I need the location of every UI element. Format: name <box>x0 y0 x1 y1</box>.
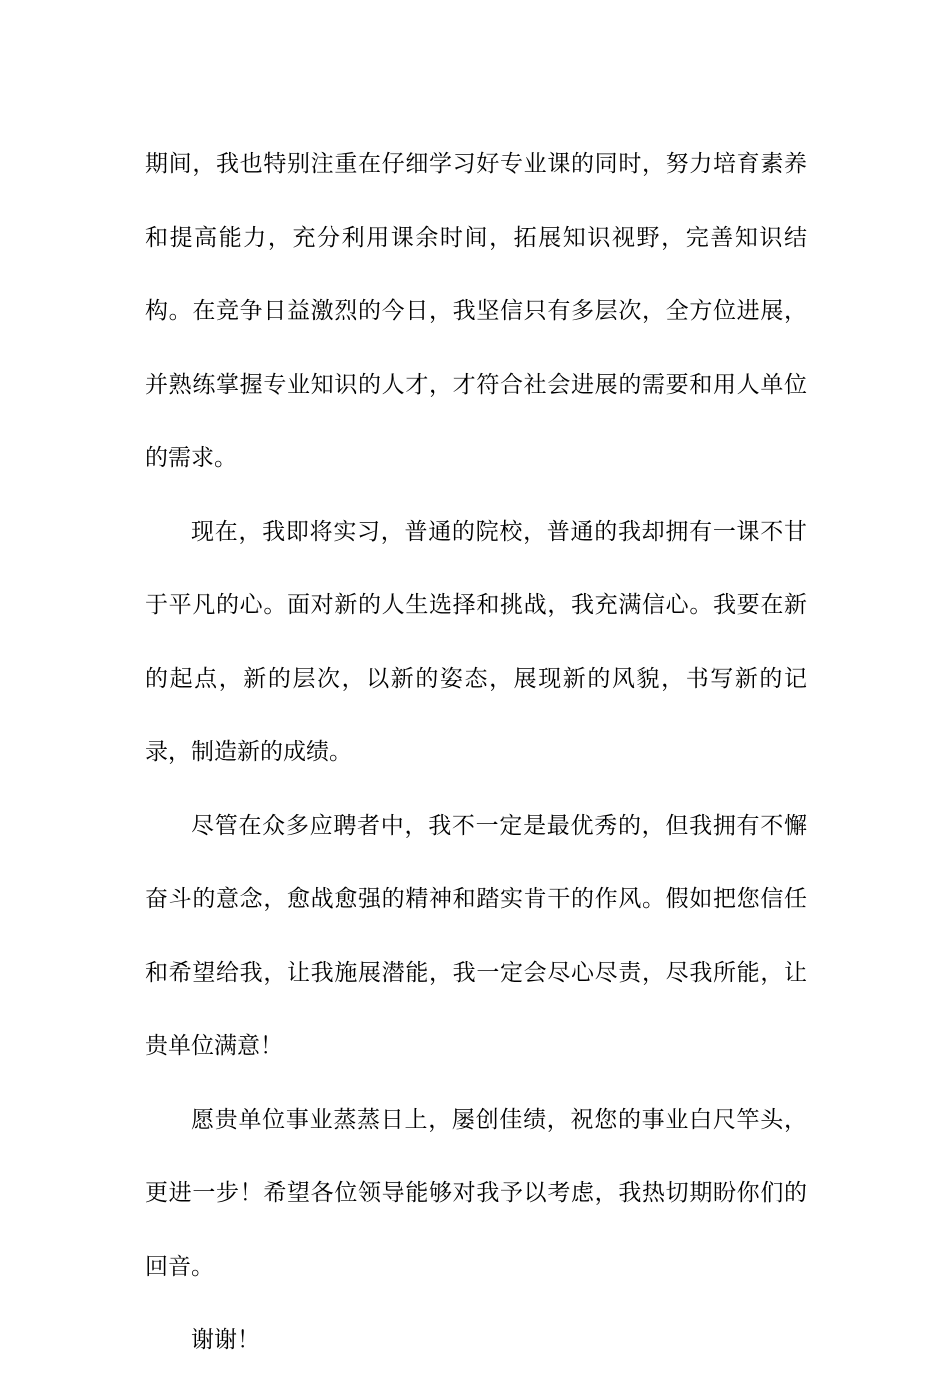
paragraph-commitment: 尽管在众多应聘者中，我不一定是最优秀的，但我拥有不懈奋斗的意念，愈战愈强的精神和踏实肯干的作风。假如把您信任和希望给我，让我施展潜能，我一定会尽心尽责，尽我所能，让贵单位满意！ <box>145 812 807 1059</box>
body-text <box>145 128 807 1378</box>
paragraph-continuation: 期间，我也特别注重在仔细学习好专业课的同时，努力培育素养和提高能力，充分利用课余时间，拓展知识视野，完善知识结构。在竞争日益激烈的今日，我坚信只有多层次，全方位进展，并熟练掌握专业知识的人才，才符合社会进展的需要和用人单位的需求。 <box>145 151 807 471</box>
paragraph-thanks: 谢谢！ <box>191 1327 260 1353</box>
paragraph-wishes: 愿贵单位事业蒸蒸日上，屡创佳绩，祝您的事业白尺竿头，更进一步！希望各位领导能够对我予以考虑，我热切期盼你们的回音。 <box>145 1106 807 1280</box>
paragraph-internship: 现在，我即将实习，普通的院校，普通的我却拥有一课不甘于平凡的心。面对新的人生选择和挑战，我充满信心。我要在新的起点，新的层次，以新的姿态，展现新的风貌，书写新的记录，制造新的成绩。 <box>145 518 807 765</box>
